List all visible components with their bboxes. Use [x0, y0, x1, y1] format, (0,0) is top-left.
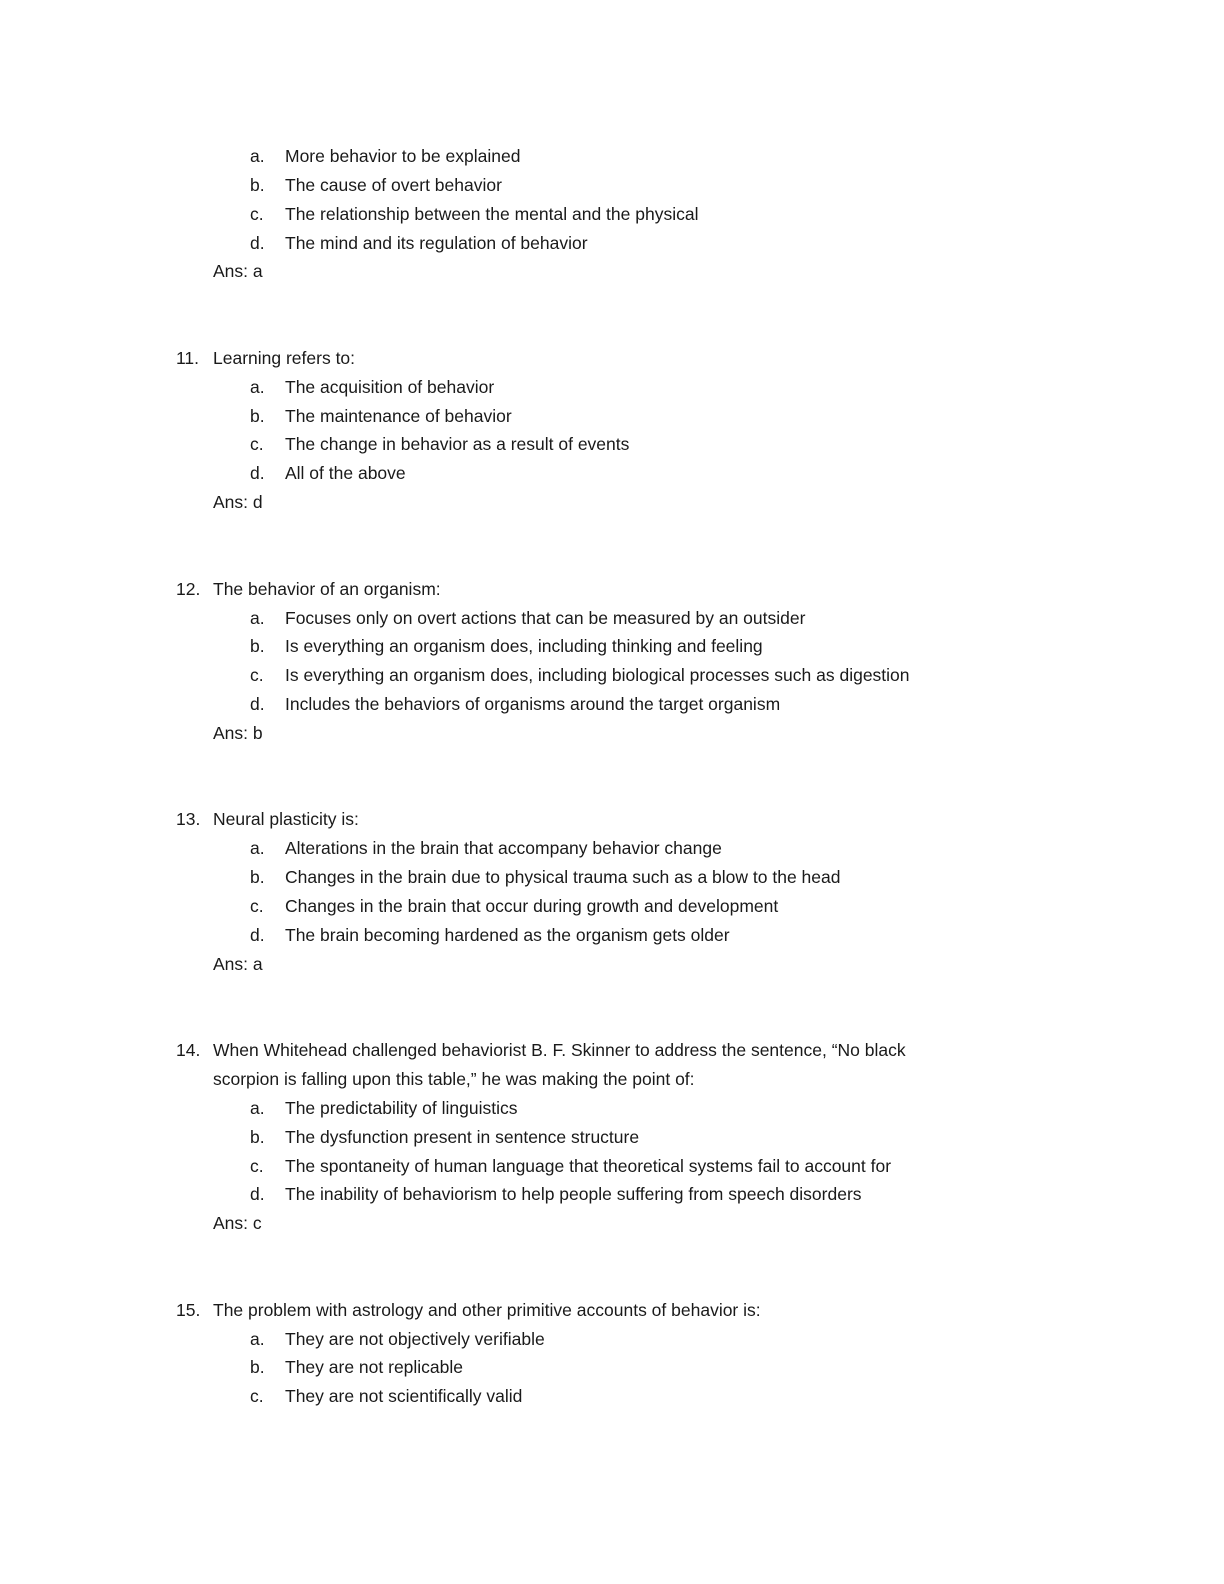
option-item	[0, 604, 1224, 633]
option-item	[0, 200, 1224, 229]
option-text: The acquisition of behavior	[285, 376, 495, 397]
option-label: b.	[250, 1126, 265, 1147]
option-label: c.	[250, 1155, 264, 1176]
option-label: a.	[250, 376, 265, 397]
option-text: Includes the behaviors of organisms around the target organism	[285, 694, 781, 715]
option-text: The spontaneity of human language that theoretical systems fail to account for	[285, 1155, 892, 1176]
option-text: They are not scientifically valid	[285, 1386, 523, 1407]
option-label: d.	[250, 924, 265, 945]
question-text: The problem with astrology and other primitive accounts of behavior is:	[213, 1299, 761, 1320]
option-label: a.	[250, 838, 265, 859]
option-label: a.	[250, 1328, 265, 1349]
spacer	[0, 286, 1224, 344]
question-stem	[0, 1296, 1224, 1325]
question-number: 11.	[176, 347, 200, 368]
option-item	[0, 402, 1224, 431]
question-stem	[0, 805, 1224, 834]
option-label: b.	[250, 405, 265, 426]
option-label: b.	[250, 174, 265, 195]
question-number: 12.	[176, 578, 201, 599]
option-label: a.	[250, 607, 265, 628]
question-text: scorpion is falling upon this table,” he was making the point of:	[213, 1069, 695, 1089]
option-text: The change in behavior as a result of events	[285, 434, 630, 455]
option-item	[0, 1180, 1224, 1209]
option-label: b.	[250, 867, 265, 888]
option-item	[0, 690, 1224, 719]
answer-text: Ans: a	[213, 953, 263, 974]
answer-text: Ans: b	[213, 722, 263, 743]
question-number: 14.	[176, 1040, 201, 1061]
option-text: Changes in the brain due to physical trauma such as a blow to the head	[285, 867, 841, 888]
option-item	[0, 373, 1224, 402]
spacer	[0, 517, 1224, 575]
question-text: The behavior of an organism:	[213, 578, 441, 599]
option-item	[0, 892, 1224, 921]
option-text: The maintenance of behavior	[285, 405, 512, 426]
option-item	[0, 459, 1224, 488]
option-text: Focuses only on overt actions that can be measured by an outsider	[285, 607, 806, 628]
option-item	[0, 430, 1224, 459]
option-text: The cause of overt behavior	[285, 174, 502, 195]
option-item	[0, 921, 1224, 950]
spacer	[0, 978, 1224, 1036]
answer-line	[0, 1209, 1224, 1238]
option-text: The inability of behaviorism to help people suffering from speech disorders	[285, 1184, 862, 1205]
option-text: Changes in the brain that occur during growth and development	[285, 895, 779, 916]
option-label: c.	[250, 665, 264, 686]
option-item	[0, 661, 1224, 690]
option-text: The mind and its regulation of behavior	[285, 232, 588, 253]
option-label: a.	[250, 1097, 265, 1118]
option-item	[0, 229, 1224, 258]
option-text: The relationship between the mental and the physical	[285, 203, 699, 224]
option-text: The dysfunction present in sentence structure	[285, 1126, 640, 1147]
question-stem	[0, 575, 1224, 604]
option-item	[0, 1325, 1224, 1354]
option-label: c.	[250, 434, 264, 455]
option-label: c.	[250, 203, 264, 224]
answer-text: Ans: d	[213, 492, 263, 513]
option-label: d.	[250, 694, 265, 715]
question-stem	[0, 1065, 1224, 1094]
option-text: The brain becoming hardened as the organism gets older	[285, 924, 730, 945]
option-label: d.	[250, 463, 265, 484]
question-text: When Whitehead challenged behaviorist B. F. Skinner to address the sentence, “No black	[213, 1040, 906, 1061]
answer-line	[0, 719, 1224, 748]
question-number: 15.	[176, 1299, 201, 1320]
question-number: 13.	[176, 809, 201, 830]
option-item	[0, 1382, 1224, 1411]
option-label: c.	[250, 1386, 264, 1407]
option-text: They are not replicable	[285, 1357, 464, 1378]
option-text: Alterations in the brain that accompany behavior change	[285, 838, 722, 859]
answer-line	[0, 257, 1224, 286]
option-text: More behavior to be explained	[285, 146, 521, 166]
spacer	[0, 748, 1224, 806]
answer-text: Ans: a	[213, 261, 263, 282]
option-item	[0, 632, 1224, 661]
option-item	[0, 171, 1224, 200]
document-page	[0, 142, 1224, 1411]
option-label: d.	[250, 1184, 265, 1205]
option-item	[0, 863, 1224, 892]
option-text: The predictability of linguistics	[285, 1097, 518, 1118]
option-text: Is everything an organism does, including thinking and feeling	[285, 636, 763, 657]
answer-line	[0, 950, 1224, 979]
option-item	[0, 1123, 1224, 1152]
option-text: They are not objectively verifiable	[285, 1328, 545, 1349]
option-item	[0, 834, 1224, 863]
question-text: Neural plasticity is:	[213, 809, 359, 830]
option-item	[0, 142, 1224, 171]
answer-text: Ans: c	[213, 1213, 262, 1234]
option-text: All of the above	[285, 463, 406, 484]
spacer	[0, 1238, 1224, 1296]
option-label: c.	[250, 895, 264, 916]
option-label: b.	[250, 1357, 265, 1378]
question-stem	[0, 1036, 1224, 1065]
option-label: d.	[250, 232, 265, 253]
option-item	[0, 1353, 1224, 1382]
option-item	[0, 1152, 1224, 1181]
option-text: Is everything an organism does, including biological processes such as digestion	[285, 665, 910, 686]
question-text: Learning refers to:	[213, 347, 356, 368]
answer-line	[0, 488, 1224, 517]
question-stem	[0, 344, 1224, 373]
option-item	[0, 1094, 1224, 1123]
option-label: a.	[250, 146, 265, 166]
option-label: b.	[250, 636, 265, 657]
